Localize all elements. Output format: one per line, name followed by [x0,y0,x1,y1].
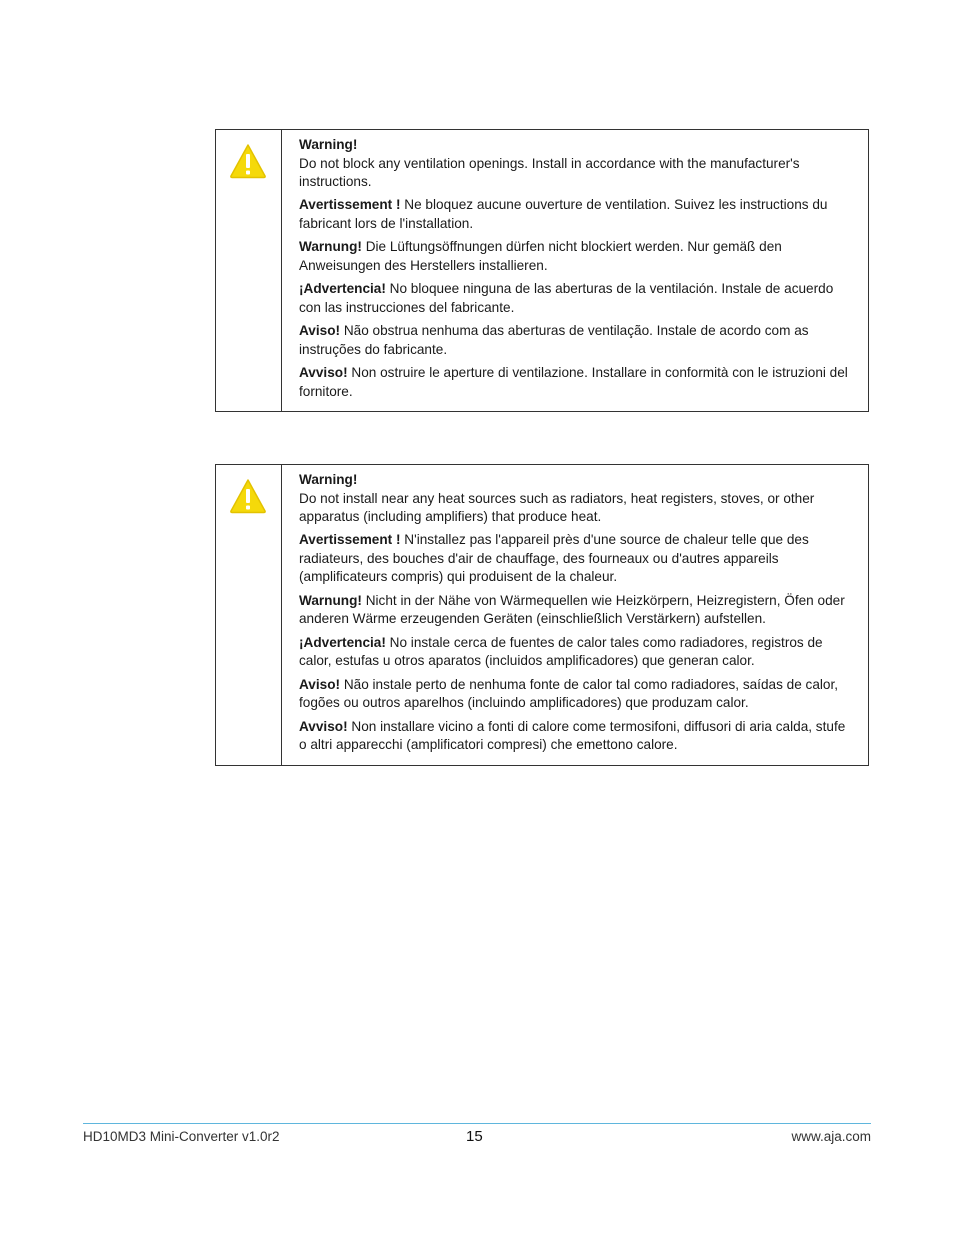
footer-rule [83,1123,871,1124]
warning-french-text: Avertissement ! N'installez pas l'appareil près d'une source de chaleur telle que des radiateurs, des bouches d'air de chauffage, des fourneaux ou d'autres appareils (amplificateurs compris) qui produisent de la chaleur. [299,532,809,584]
footer-document-title: HD10MD3 Mini-Converter v1.0r2 [83,1129,280,1144]
warning-icon-cell [216,130,282,411]
warning-french-text: Avertissement ! Ne bloquez aucune ouverture de ventilation. Suivez les instructions du fabricant lors de l'installation. [299,197,828,231]
warning-box-ventilation [215,129,869,412]
warning-spanish-text: ¡Advertencia! No instale cerca de fuentes de calor tales como radiadores, registros de calor, estufas u otros aparatos (incluidos amplificadores) que generan calor. [299,634,823,668]
footer-website-link[interactable]: www.aja.com [791,1129,871,1144]
warning-icon-cell [216,465,282,765]
warning-text-ventilation [282,130,868,411]
warning-heading: Warning! [299,472,358,487]
warning-triangle-icon [229,478,267,514]
footer-page-number: 15 [466,1128,483,1145]
warning-text-heat-sources [282,465,868,765]
warning-italian-text: Avviso! Non installare vicino a fonti di calore come termosifoni, diffusori di aria calda, stufe o altri apparecchi (amplificatori compresi) che emettono calore. [299,718,846,752]
warning-italian-text: Avviso! Non ostruire le aperture di ventilazione. Installare in conformità con le istruzioni del fornitore. [299,365,848,399]
warning-english-text: Do not install near any heat sources such as radiators, heat registers, stoves, or other apparatus (including amplifiers) that produce heat. [299,490,815,524]
warning-triangle-icon [229,143,267,179]
warning-spanish-text: ¡Advertencia! No bloquee ninguna de las aberturas de la ventilación. Instale de acuerdo con las instrucciones del fabricante. [299,281,834,315]
warning-box-heat-sources [215,464,869,766]
warning-german-text: Warnung! Die Lüftungsöffnungen dürfen nicht blockiert werden. Nur gemäß den Anweisungen des Herstellers installieren. [299,239,782,273]
warning-portuguese-text: Aviso! Não instale perto de nenhuma fonte de calor tal como radiadores, saídas de calor, fogões ou outros aparelhos (incluindo amplificadores) que produzam calor. [299,676,839,710]
warning-portuguese-text: Aviso! Não obstrua nenhuma das aberturas de ventilação. Instale de acordo com as instruções do fabricante. [299,323,809,357]
warning-english-text: Do not block any ventilation openings. Install in accordance with the manufacturer's instructions. [299,155,800,189]
warning-heading: Warning! [299,137,358,152]
warning-german-text: Warnung! Nicht in der Nähe von Wärmequellen wie Heizkörpern, Heizregistern, Öfen oder anderen Wärme erzeugenden Geräten (einschließlich Verstärkern) aufstellen. [299,592,845,626]
